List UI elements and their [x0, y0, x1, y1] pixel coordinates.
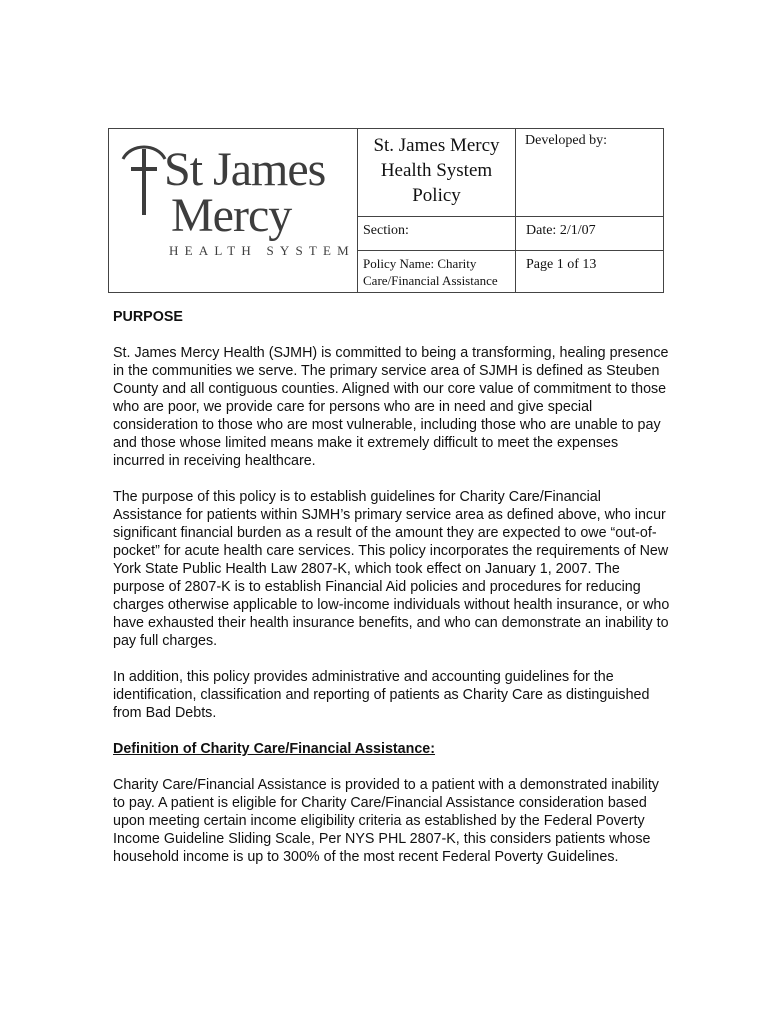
purpose-heading: PURPOSE: [113, 309, 183, 325]
policy-name: Policy Name: Charity Care/Financial Assistance: [358, 251, 516, 293]
date-label: Date: 2/1/07: [516, 217, 664, 251]
logo-cell: [109, 129, 358, 293]
developed-by-label: Developed by:: [516, 129, 664, 217]
policy-header-table: [108, 128, 664, 293]
logo-subtitle: HEALTH SYSTEM: [169, 243, 355, 258]
purpose-paragraph-1: St. James Mercy Health (SJMH) is committed to being a transforming, healing presence in the communities we serve. The primary service area of SJMH is defined as Steuben County and all contiguous counties. Aligned with our core value of commitment to those who are poor, we provide care for persons who are in need and give special consideration to those who are most vulnerable, including those who are unable to pay and those whose limited means make it extremely difficult to meet the expenses incurred in receiving healthcare.: [113, 345, 669, 469]
cross-icon: [123, 147, 165, 215]
definition-paragraph: Charity Care/Financial Assistance is provided to a patient with a demonstrated inability to pay. A patient is eligible for Charity Care/Financial Assistance consideration based upon meeting certain income eligibility criteria as established by the Federal Poverty Income Guideline Sliding Scale, Per NYS PHL 2807-K, this considers patients whose household income is up to 300% of the most recent Federal Poverty Guidelines.: [113, 777, 659, 865]
page-label: Page 1 of 13: [516, 251, 664, 293]
section-label: Section:: [358, 217, 516, 251]
definition-heading: Definition of Charity Care/Financial Assistance:: [113, 741, 436, 757]
logo-line2: Mercy: [171, 189, 292, 242]
policy-title: St. James Mercy Health System Policy: [358, 129, 516, 217]
purpose-paragraph-3: In addition, this policy provides administrative and accounting guidelines for the identification, classification and reporting of patients as Charity Care as distinguished from Bad Debts.: [113, 669, 650, 721]
purpose-paragraph-2: The purpose of this policy is to establish guidelines for Charity Care/Financial Assistance for patients within SJMH’s primary service area as defined above, who incur significant financial burden as a result of the amount they are expected to owe “out-of-pocket” for acute health care services. This policy incorporates the requirements of New York State Public Health Law 2807-K, which took effect on January 1, 2007. The purpose of 2807-K is to establish Financial Aid policies and procedures for reducing charges otherwise applicable to low-income individuals without health insurance, or who have exhausted their health insurance benefits, and who can demonstrate an inability to pay full charges.: [113, 489, 670, 649]
logo-line1: St James: [164, 143, 326, 196]
policy-body: [113, 308, 673, 884]
st-james-mercy-logo: [109, 129, 357, 293]
